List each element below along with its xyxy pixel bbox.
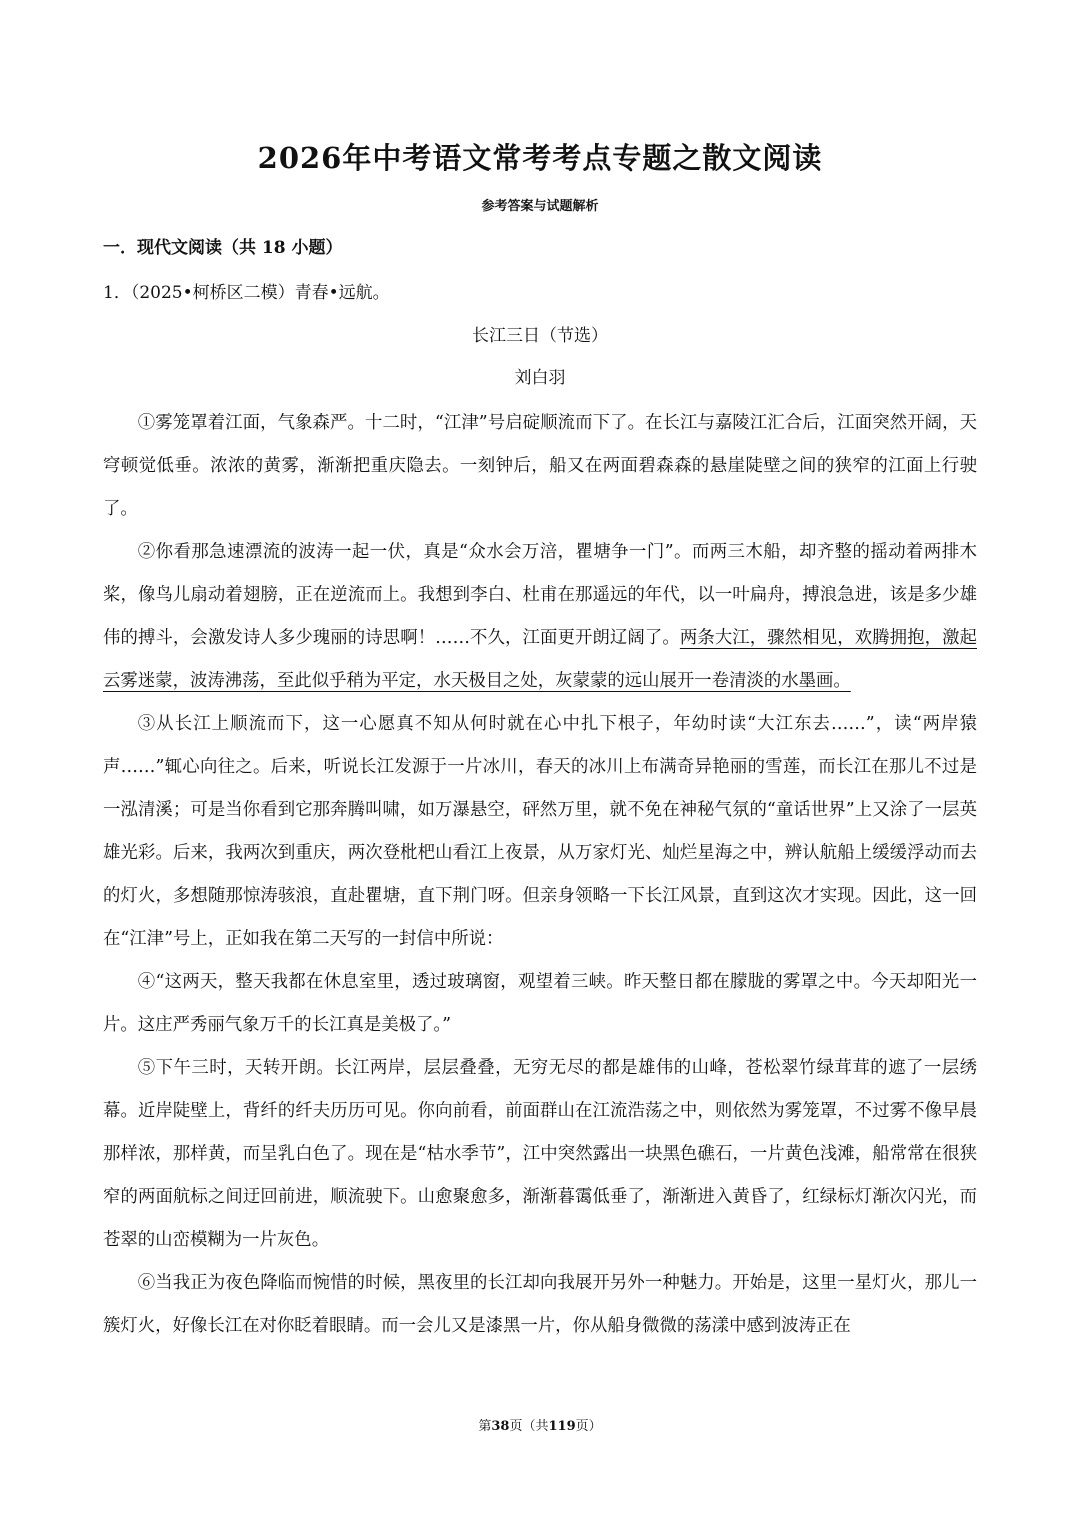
footer-suffix: 页）	[575, 1419, 602, 1434]
paragraph-5: ⑤下午三时，天转开朗。长江两岸，层层叠叠，无穷无尽的都是雄伟的山峰，苍松翠竹绿茸茸的遮了一层绣幕。近岸陡壁上，背纤的纤夫历历可见。你向前看，前面群山在江流浩荡之中，则依然为雾笼罩，不过雾不像早晨那样浓，那样黄，而呈乳白色了。现在是“枯水季节”，江中突然露出一块黑色礁石，一片黄色浅滩，船常常在很狭窄的两面航标之间迂回前进，顺流驶下。山愈聚愈多，渐渐暮霭低垂了，渐渐进入黄昏了，红绿标灯渐次闪光，而苍翠的山峦模糊为一片灰色。	[103, 1058, 977, 1250]
page-footer	[0, 1417, 1080, 1437]
article-body	[103, 402, 977, 1348]
footer-middle: 页（共	[509, 1419, 549, 1434]
paragraph-2-text: ②你看那急速漂流的波涛一起一伏，真是“众水会万涪，瞿塘争一门”。而两三木船，却齐整的摇动着两排木桨，像鸟儿扇动着翅膀，正在逆流而上。我想到李白、杜甫在那遥远的年代，以一叶扁舟，搏浪急进，该是多少雄伟的搏斗，会激发诗人多少瑰丽的诗思啊！……不久，江面更开朗辽阔了。	[103, 542, 977, 648]
paragraph-3: ③从长江上顺流而下，这一心愿真不知从何时就在心中扎下根子，年幼时读“大江东去……”，读“两岸猿声……”辄心向往之。后来，听说长江发源于一片冰川，春天的冰川上布满奇异艳丽的雪莲，而长江在那儿不过是一泓清溪；可是当你看到它那奔腾叫啸，如万瀑悬空，砰然万里，就不免在神秘气氛的“童话世界”上又涂了一层英雄光彩。后来，我两次到重庆，两次登枇杷山看江上夜景，从万家灯光、灿烂星海之中，辨认航船上缓缓浮动而去的灯火，多想随那惊涛骇浪，直赴瞿塘，直下荆门呀。但亲身领略一下长江风景，直到这次才实现。因此，这一回在“江津”号上，正如我在第二天写的一封信中所说：	[103, 714, 977, 949]
page-number: 38	[491, 1419, 510, 1434]
total-pages: 119	[548, 1419, 576, 1434]
section-heading: 一．现代文阅读（共 18 小题）	[103, 238, 343, 258]
paragraph-6: ⑥当我正为夜色降临而惋惜的时候，黑夜里的长江却向我展开另外一种魅力。开始是，这里一星灯火，那儿一簇灯火，好像长江在对你眨着眼睛。而一会儿又是漆黑一片，你从船身微微的荡漾中感到波涛正在	[103, 1273, 977, 1336]
document-title: 2026年中考语文常考考点专题之散文阅读	[257, 141, 823, 175]
paragraph-1: ①雾笼罩着江面，气象森严。十二时，“江津”号启碇顺流而下了。在长江与嘉陵江汇合后，江面突然开阔，天穹顿觉低垂。浓浓的黄雾，渐渐把重庆隐去。一刻钟后，船又在两面碧森森的悬崖陡壁之间的狭窄的江面上行驶了。	[103, 413, 977, 519]
document-subtitle: 参考答案与试题解析	[481, 199, 599, 214]
article-author: 刘白羽	[514, 368, 566, 388]
underlined-passage: 两条大江，骤然相见，欢腾拥抱，激起云雾迷蒙，波涛沸荡，至此似乎稍为平定，水天极目之处，灰蒙蒙的远山展开一卷清淡的水墨画。	[103, 628, 977, 691]
footer-prefix: 第	[478, 1419, 492, 1434]
question-title: 1．（2025•柯桥区二模）青春•远航。	[103, 283, 390, 303]
paragraph-4: ④“这两天，整天我都在休息室里，透过玻璃窗，观望着三峡。昨天整日都在朦胧的雾罩之中。今天却阳光一片。这庄严秀丽气象万千的长江真是美极了。”	[103, 972, 977, 1035]
article-title: 长江三日（节选）	[472, 326, 608, 346]
paragraph-2	[103, 531, 977, 703]
